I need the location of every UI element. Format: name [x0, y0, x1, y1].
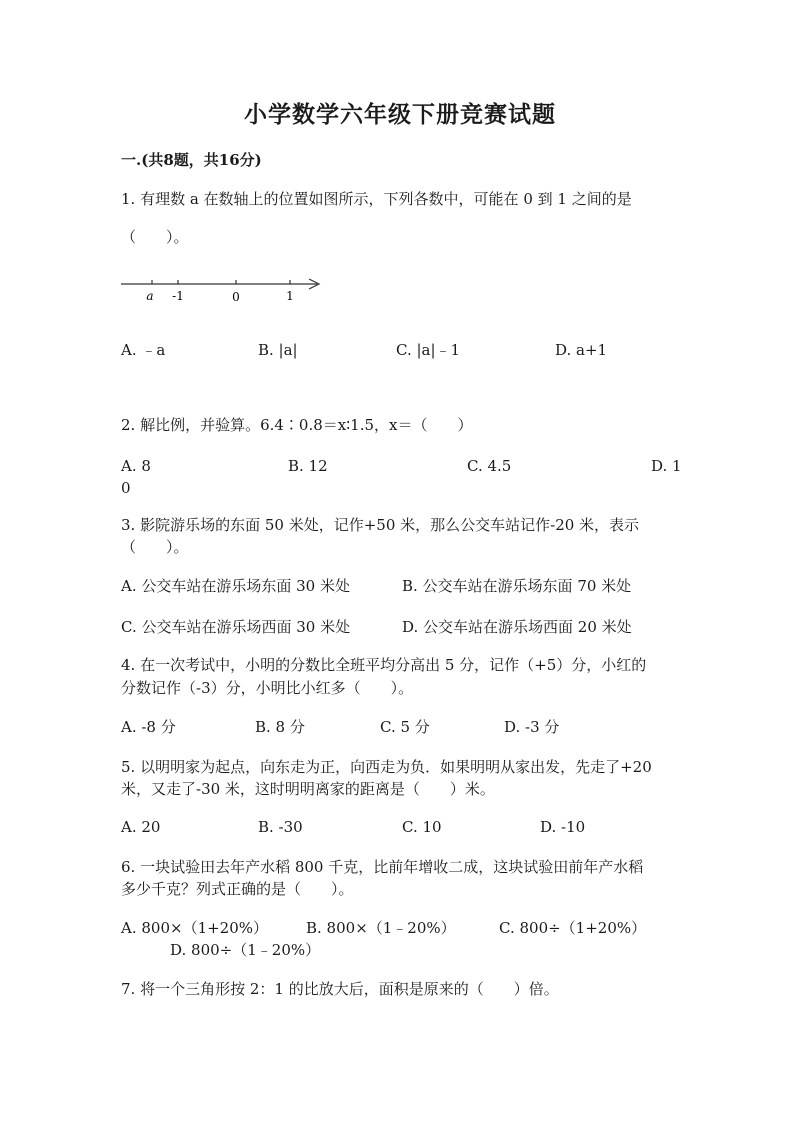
question-1-option-a: A. ﹣a	[121, 341, 166, 359]
question-3-option-c: C. 公交车站在游乐场西面 30 米处	[121, 618, 351, 636]
section-header: 一.(共8题，共16分)	[121, 151, 262, 169]
question-6-line-1: 6. 一块试验田去年产水稻 800 千克，比前年增收二成，这块试验田前年产水稻	[121, 858, 644, 876]
question-2-option-c: C. 4.5	[467, 457, 512, 475]
question-4-option-d: D. -3 分	[504, 718, 560, 736]
question-2-line-1: 2. 解比例，并验算。6.4∶0.8＝x∶1.5，x＝（ ）	[121, 416, 473, 434]
question-4-line-1: 4. 在一次考试中，小明的分数比全班平均分高出 5 分，记作（+5）分，小红的	[121, 656, 647, 674]
question-4-option-b: B. 8 分	[255, 718, 305, 736]
question-5-option-b: B. -30	[258, 818, 303, 836]
number-line-label-a: a	[146, 289, 154, 303]
question-1-option-c: C. |a|﹣1	[396, 341, 461, 359]
question-1-option-b: B. |a|	[258, 341, 298, 359]
number-line-label-neg1: -1	[172, 289, 184, 303]
question-2-option-b: B. 12	[288, 457, 328, 475]
question-7-line-1: 7. 将一个三角形按 2：1 的比放大后，面积是原来的（ ）倍。	[121, 980, 559, 998]
question-6-option-c: C. 800÷（1+20%）	[499, 919, 647, 937]
question-5-line-1: 5. 以明明家为起点，向东走为正，向西走为负．如果明明从家出发，先走了+20	[121, 758, 652, 776]
question-2-option-d: D. 1	[651, 457, 682, 475]
question-6-line-2: 多少千克？列式正确的是（ ）。	[121, 880, 354, 898]
question-5-option-a: A. 20	[121, 818, 161, 836]
question-3-line-1: 3. 影院游乐场的东面 50 米处，记作+50 米，那么公交车站记作-20 米，表示	[121, 516, 640, 534]
number-line-figure	[115, 270, 335, 310]
question-1-option-d: D. a+1	[555, 341, 608, 359]
number-line-label-0: 0	[232, 290, 240, 304]
question-5-line-2: 米，又走了-30 米，这时明明离家的距离是（ ）米。	[121, 780, 495, 798]
question-2-option-d-wrap: 0	[121, 479, 131, 497]
question-1-line-1: 1. 有理数 a 在数轴上的位置如图所示，下列各数中，可能在 0 到 1 之间的是	[121, 190, 632, 208]
page-title: 小学数学六年级下册竞赛试题	[244, 101, 556, 128]
question-4-line-2: 分数记作（-3）分，小明比小红多（ ）。	[121, 679, 414, 697]
question-5-option-d: D. -10	[540, 818, 586, 836]
question-3-line-2: （ ）。	[121, 538, 189, 556]
question-6-option-d: D. 800÷（1﹣20%）	[170, 941, 321, 959]
question-3-option-b: B. 公交车站在游乐场东面 70 米处	[402, 577, 632, 595]
question-2-option-a: A. 8	[121, 457, 151, 475]
question-4-option-c: C. 5 分	[380, 718, 430, 736]
question-5-option-c: C. 10	[402, 818, 442, 836]
question-4-option-a: A. -8 分	[121, 718, 176, 736]
question-3-option-a: A. 公交车站在游乐场东面 30 米处	[121, 577, 350, 595]
number-line-label-1: 1	[286, 289, 294, 303]
question-3-option-d: D. 公交车站在游乐场西面 20 米处	[402, 618, 632, 636]
question-1-line-2: （ ）。	[121, 228, 189, 246]
question-6-option-b: B. 800×（1﹣20%）	[306, 919, 456, 937]
question-6-option-a: A. 800×（1+20%）	[121, 919, 269, 937]
